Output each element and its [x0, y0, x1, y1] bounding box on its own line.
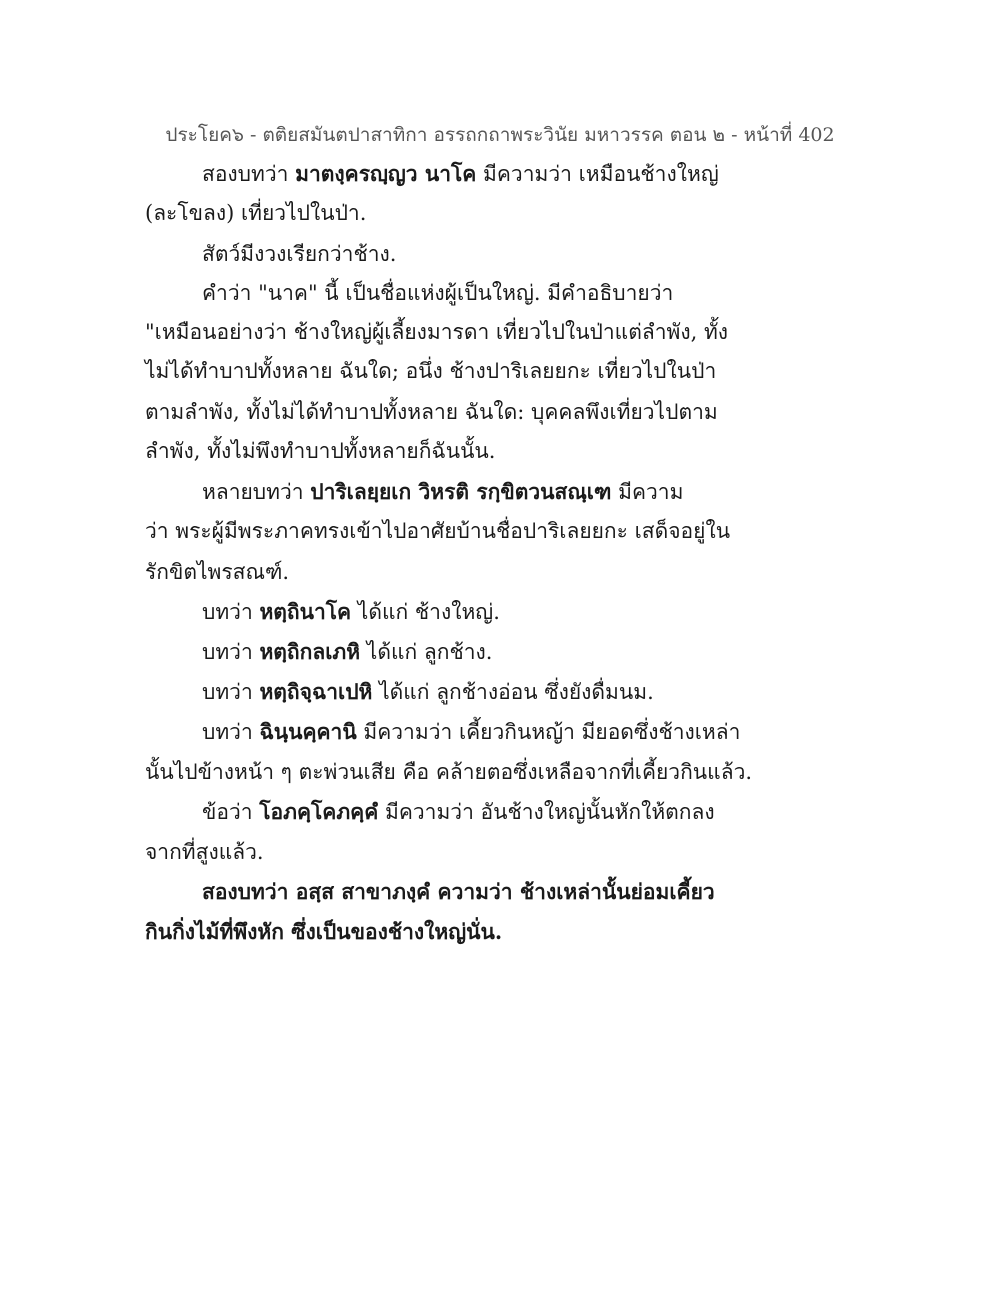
paragraph-7-line-1: บทว่า หตฺถิจฺฉาเปหิ ได้แก่ ลูกช้างอ่อน ซึ่งยังดื่มนม. — [202, 679, 654, 704]
pali-term: อสฺส สาขาภงฺคํ — [295, 879, 431, 904]
pali-term: โอภคฺโคภคฺคํ — [259, 799, 379, 824]
paragraph-1-line-2: (ละโขลง) เที่ยวไปในป่า. — [145, 201, 367, 225]
paragraph-8-line-2: นั้นไปข้างหน้า ๆ ตะพ่วนเสีย คือ คล้ายตอซึ่งเหลือจากที่เคี้ยวกินแล้ว. — [145, 760, 753, 784]
pali-term: ปาริเลยฺยเก วิหรติ รกฺขิตวนสณฺเฑ — [310, 479, 612, 504]
pali-term: มาตงฺครญฺญว นาโค — [295, 161, 477, 186]
paragraph-9-line-1: ข้อว่า โอภคฺโคภคฺคํ มีความว่า อันช้างใหญ่นั้นหักให้ตกลง — [202, 799, 715, 824]
pali-term: หตฺถิจฺฉาเปหิ — [259, 679, 373, 704]
paragraph-4-line-3: รักขิตไพรสณฑ์. — [145, 560, 290, 584]
paragraph-3-line-3: ไม่ได้ทำบาปทั้งหลาย ฉันใด; อนึ่ง ช้างปาริเลยยกะ เที่ยวไปในป่า — [145, 359, 717, 383]
paragraph-5-line-1: บทว่า หตฺถินาโค ได้แก่ ช้างใหญ่. — [202, 599, 500, 624]
paragraph-8-line-1: บทว่า ฉินฺนคฺคานิ มีความว่า เคี้ยวกินหญ้า มียอดซึ่งช้างเหล่า — [202, 719, 741, 744]
pali-term: หตฺถิกลเภหิ — [259, 639, 361, 664]
pali-term: หตฺถินาโค — [259, 599, 352, 624]
paragraph-10-line-1: สองบทว่า อสฺส สาขาภงฺคํ ความว่า ช้างเหล่านั้นย่อมเคี้ยว — [202, 879, 715, 904]
paragraph-4-line-1: หลายบทว่า ปาริเลยฺยเก วิหรติ รกฺขิตวนสณฺเฑ มีความ — [202, 479, 684, 504]
paragraph-10-line-2: กินกิ่งไม้ที่พึงหัก ซึ่งเป็นของช้างใหญ่นั่น. — [145, 919, 503, 944]
paragraph-4-line-2: ว่า พระผู้มีพระภาคทรงเข้าไปอาศัยบ้านชื่อปาริเลยยกะ เสด็จอยู่ใน — [145, 519, 731, 543]
paragraph-1-line-1: สองบทว่า มาตงฺครญฺญว นาโค มีความว่า เหมือนช้างใหญ่ — [202, 161, 719, 186]
paragraph-9-line-2: จากที่สูงแล้ว. — [145, 840, 264, 864]
paragraph-2-line-1: สัตว์มีงวงเรียกว่าช้าง. — [202, 242, 397, 266]
paragraph-3-line-5: ลำพัง, ทั้งไม่พึงทำบาปทั้งหลายก็ฉันนั้น. — [145, 439, 496, 463]
pali-term: ฉินฺนคฺคานิ — [259, 719, 357, 744]
paragraph-3-line-2: "เหมือนอย่างว่า ช้างใหญ่ผู้เลี้ยงมารดา เที่ยวไปในป่าแต่ลำพัง, ทั้ง — [145, 320, 729, 344]
page-header: ประโยค๖ - ตติยสมันตปาสาทิกา อรรถกถาพระวินัย มหาวรรค ตอน ๒ - หน้าที่ 402 — [165, 124, 835, 146]
paragraph-6-line-1: บทว่า หตฺถิกลเภหิ ได้แก่ ลูกช้าง. — [202, 639, 493, 664]
paragraph-3-line-1: คำว่า "นาค" นี้ เป็นชื่อแห่งผู้เป็นใหญ่. มีคำอธิบายว่า — [202, 281, 674, 305]
paragraph-3-line-4: ตามลำพัง, ทั้งไม่ได้ทำบาปทั้งหลาย ฉันใด: บุคคลพึงเที่ยวไปตาม — [145, 400, 718, 424]
